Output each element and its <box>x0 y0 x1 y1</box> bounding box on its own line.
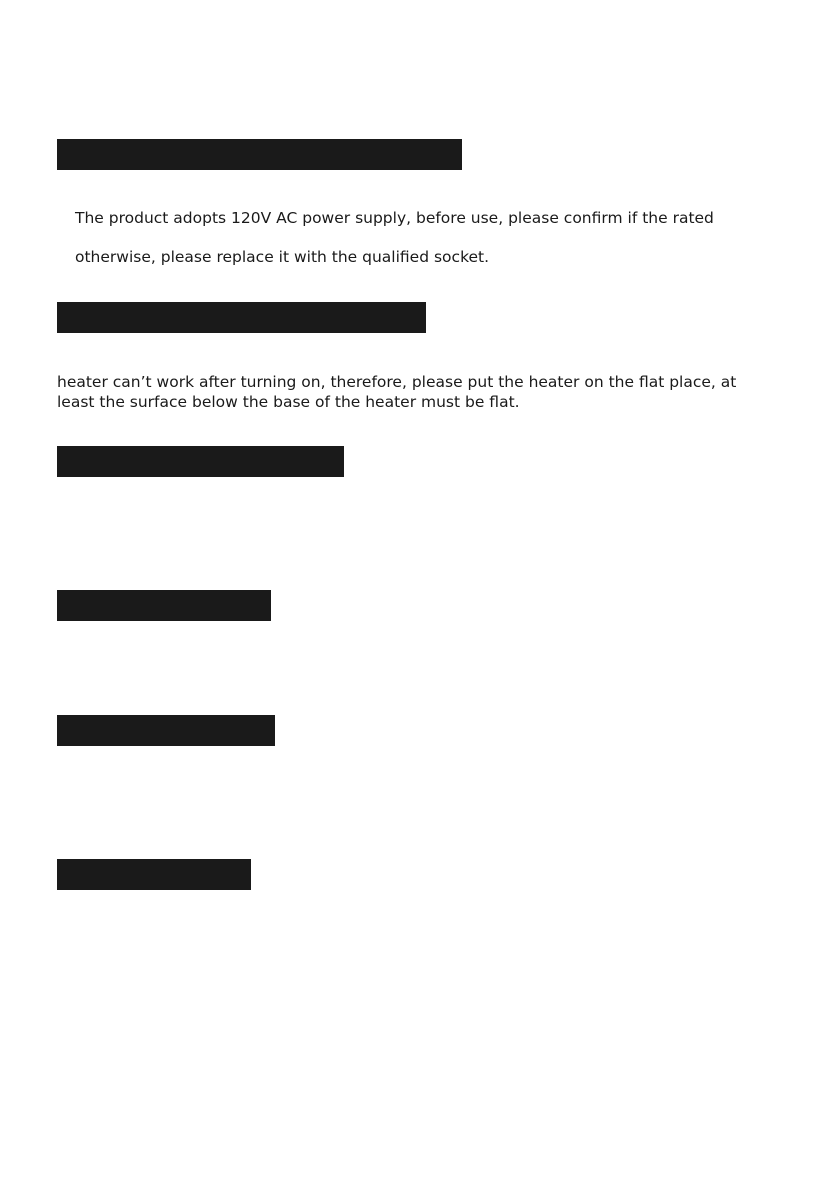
power-supply-line-1: The product adopts 120V AC power supply, before use, please confirm if the rated <box>75 209 714 227</box>
heading-bar-3 <box>57 446 344 477</box>
power-supply-line-2: otherwise, please replace it with the qualified socket. <box>75 248 490 266</box>
placement-line-2: least the surface below the base of the heater must be flat. <box>57 393 520 411</box>
heading-bar-1 <box>57 139 462 170</box>
heading-bar-6 <box>57 859 251 890</box>
heading-bar-2 <box>57 302 426 333</box>
placement-line-1: heater can’t work after turning on, therefore, please put the heater on the flat place, at <box>57 373 737 391</box>
heading-bar-5 <box>57 715 275 746</box>
heading-bar-4 <box>57 590 271 621</box>
